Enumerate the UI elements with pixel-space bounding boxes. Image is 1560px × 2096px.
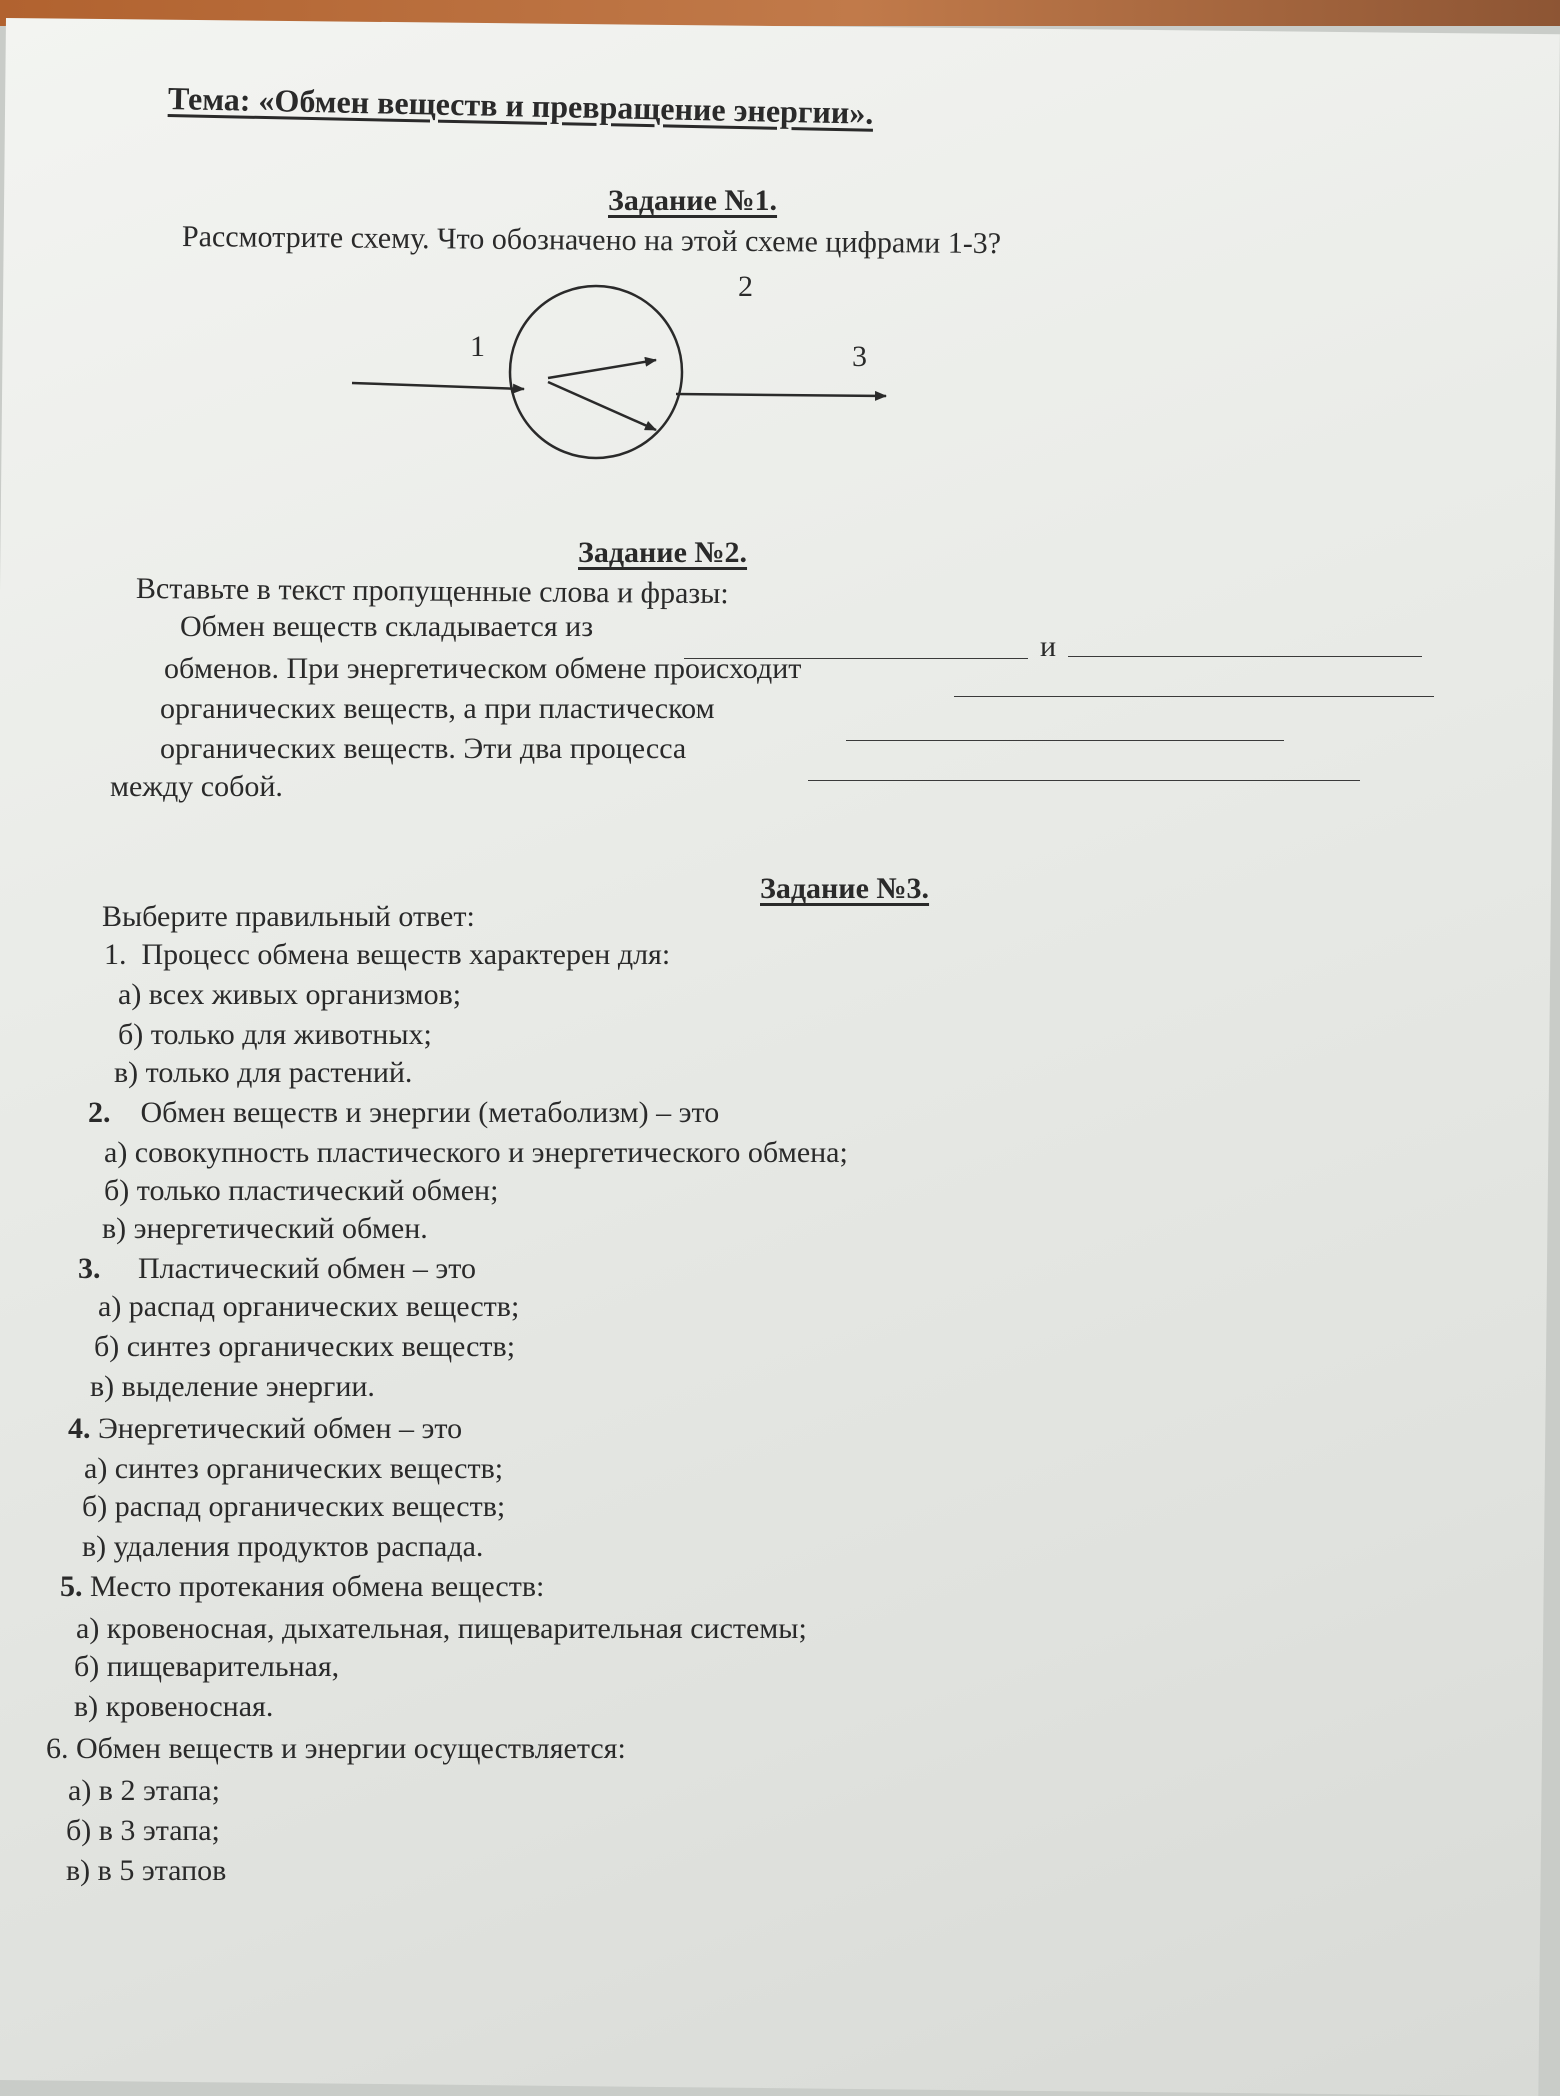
q5-option-a[interactable]: а) кровеносная, дыхательная, пищеварительная системы; <box>76 1612 807 1645</box>
arrow-3-output <box>676 394 886 396</box>
blank-2[interactable] <box>1068 656 1422 657</box>
question-number: 3. <box>78 1252 101 1285</box>
question-text: Процесс обмена веществ характерен для: <box>141 938 671 971</box>
q2-option-a[interactable]: а) совокупность пластического и энергетического обмена; <box>104 1136 848 1169</box>
q3-option-c[interactable]: в) выделение энергии. <box>90 1370 375 1403</box>
question-6 <box>46 1734 626 1764</box>
q1-option-a[interactable]: а) всех живых организмов; <box>118 978 462 1011</box>
question-1 <box>104 940 670 970</box>
q2-option-b[interactable]: б) только пластический обмен; <box>104 1174 499 1207</box>
task1-prompt: Рассмотрите схему. Что обозначено на этой схеме цифрами 1-3? <box>181 220 1002 261</box>
question-number: 1. <box>104 938 127 971</box>
question-number: 2. <box>88 1096 111 1129</box>
question-text: Место протекания обмена веществ: <box>90 1570 545 1603</box>
task2-line-5: между собой. <box>110 770 283 803</box>
q2-option-c[interactable]: в) энергетический обмен. <box>102 1212 428 1245</box>
task2-line-3: органических веществ, а при пластическом <box>160 692 715 725</box>
q3-option-b[interactable]: б) синтез органических веществ; <box>94 1330 516 1363</box>
blank-4[interactable] <box>846 740 1284 741</box>
question-5 <box>60 1572 544 1602</box>
arrow-1-input <box>352 383 524 389</box>
metabolism-diagram <box>330 270 930 490</box>
q6-option-a[interactable]: а) в 2 этапа; <box>68 1774 220 1807</box>
task1-heading: Задание №1. <box>608 184 778 217</box>
question-text: Пластический обмен – это <box>138 1252 476 1285</box>
question-3 <box>78 1254 476 1284</box>
q1-option-b[interactable]: б) только для животных; <box>118 1018 432 1051</box>
question-number: 4. <box>68 1412 91 1445</box>
label-3: 3 <box>852 340 867 373</box>
task3-heading: Задание №3. <box>760 872 930 905</box>
q6-option-b[interactable]: б) в 3 этапа; <box>66 1814 220 1847</box>
task2-prompt: Вставьте в текст пропущенные слова и фразы: <box>135 572 729 611</box>
question-4 <box>68 1414 462 1444</box>
q1-option-c[interactable]: в) только для растений. <box>114 1056 413 1089</box>
task2-heading: Задание №2. <box>578 536 748 569</box>
q4-option-b[interactable]: б) распад органических веществ; <box>82 1490 506 1523</box>
blank-5[interactable] <box>808 780 1360 781</box>
task2-conjunction: и <box>1040 630 1057 663</box>
question-text: Энергетический обмен – это <box>98 1412 463 1445</box>
task2-line-4: органических веществ. Эти два процесса <box>160 732 687 765</box>
q6-option-c[interactable]: в) в 5 этапов <box>66 1854 227 1887</box>
blank-3[interactable] <box>954 696 1434 697</box>
task3-prompt: Выберите правильный ответ: <box>102 900 475 933</box>
q5-option-b[interactable]: б) пищеварительная, <box>74 1650 340 1683</box>
task2-line-1: Обмен веществ складывается из <box>180 610 594 643</box>
question-number: 5. <box>60 1570 83 1603</box>
q4-option-a[interactable]: а) синтез органических веществ; <box>84 1452 504 1485</box>
task2-line-2: обменов. При энергетическом обмене происходит <box>164 652 802 685</box>
q4-option-c[interactable]: в) удаления продуктов распада. <box>82 1530 484 1563</box>
question-number: 6. <box>46 1732 69 1765</box>
arrow-2a-inner <box>548 360 656 378</box>
label-1: 1 <box>470 330 485 363</box>
question-text: Обмен веществ и энергии (метаболизм) – это <box>140 1096 720 1129</box>
label-2: 2 <box>738 270 753 303</box>
q5-option-c[interactable]: в) кровеносная. <box>74 1690 274 1723</box>
q3-option-a[interactable]: а) распад органических веществ; <box>98 1290 520 1323</box>
arrow-2b-inner <box>548 382 656 430</box>
question-text: Обмен веществ и энергии осуществляется: <box>76 1732 626 1765</box>
page-title: Тема: «Обмен веществ и превращение энергии». <box>167 80 874 131</box>
question-2 <box>88 1098 719 1128</box>
cell-circle <box>510 286 682 458</box>
